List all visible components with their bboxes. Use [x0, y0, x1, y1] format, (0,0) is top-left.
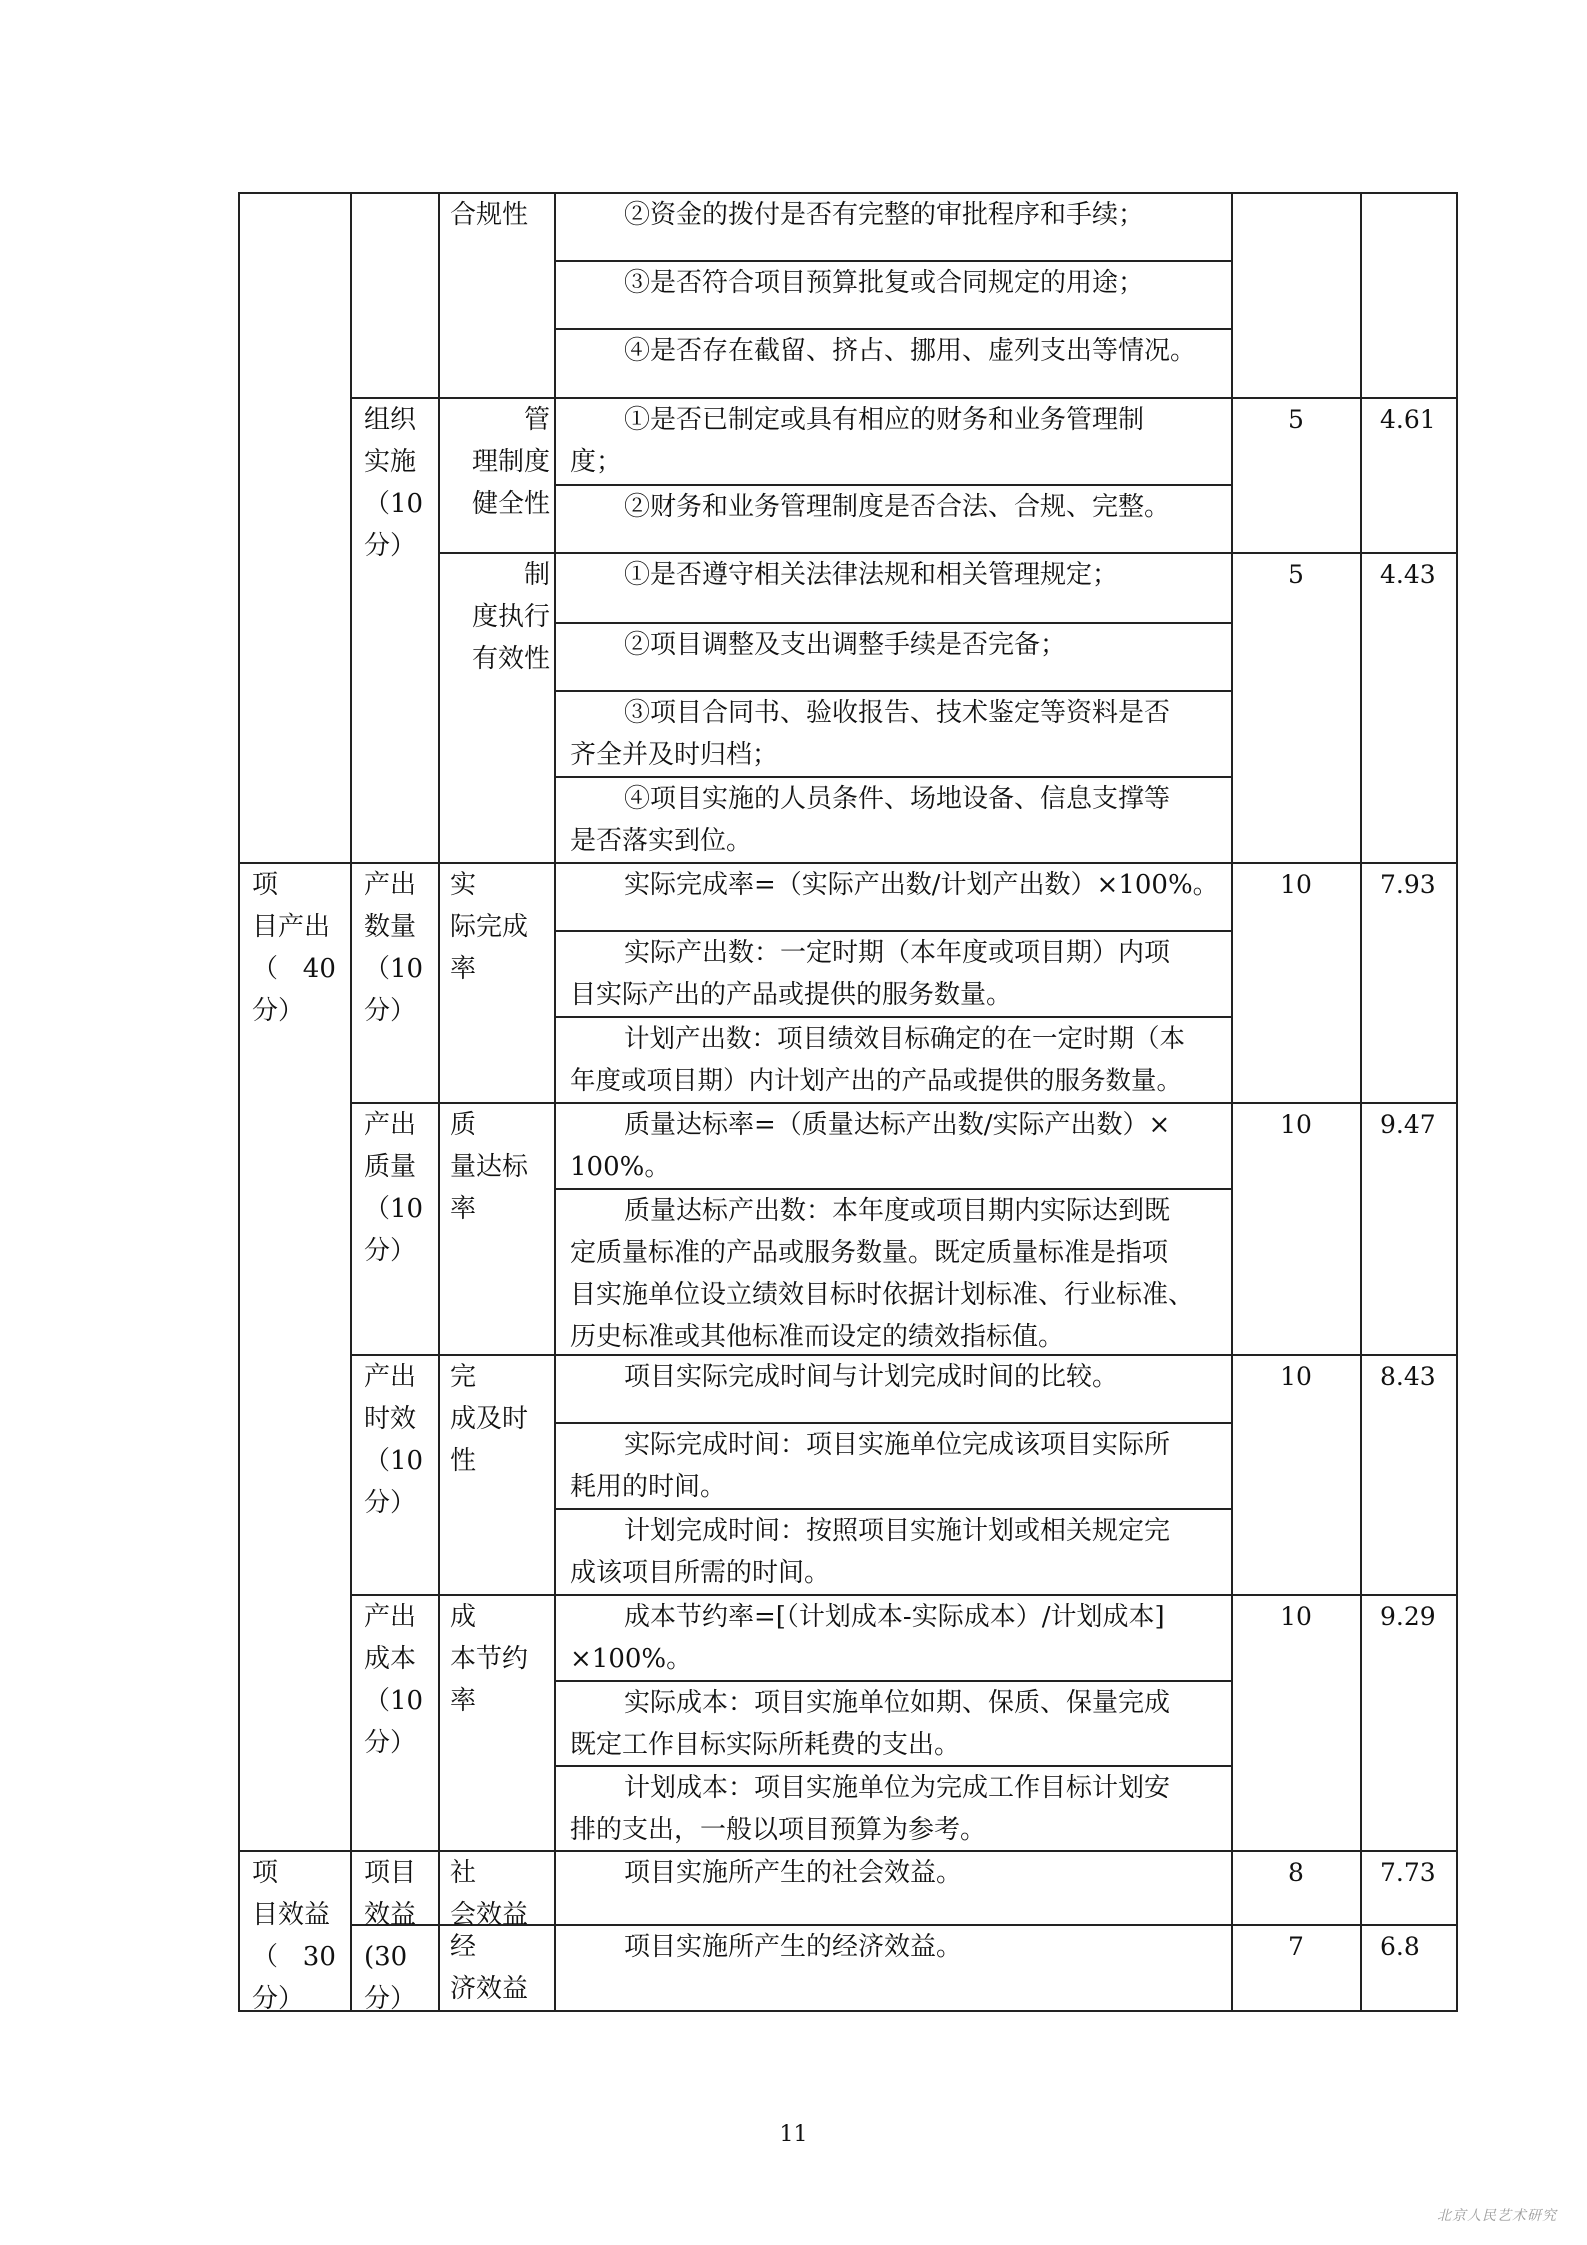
- criterion-text: 实际完成率=（实际产出数/计划产出数）×100%。: [624, 870, 1219, 900]
- criterion-text: ①是否已制定或具有相应的财务和业务管理制 度；: [570, 405, 1145, 477]
- criterion-text: 项目实施所产生的经济效益。: [624, 1932, 963, 1962]
- indicator-system-execution: 制 度执行 有效性: [471, 560, 550, 674]
- criterion-text: ④项目实施的人员条件、场地设备、信息支撑等 是否落实到位。: [570, 784, 1171, 856]
- watermark: 北京人民艺术研究: [1437, 2208, 1557, 2224]
- indicator-system-soundness: 管 理制度 健全性: [471, 405, 550, 519]
- column-divider: [1360, 192, 1362, 2012]
- criterion-text: 实际产出数：一定时期（本年度或项目期）内项 目实际产出的产品或提供的服务数量。: [570, 938, 1171, 1010]
- criterion-text: 成本节约率=[（计划成本-实际成本）/计划成本] ×100%。: [570, 1602, 1165, 1674]
- weight-value: 5: [1288, 405, 1304, 434]
- indicator-timeliness: 完 成及时 性: [450, 1362, 529, 1476]
- weight-value: 5: [1288, 560, 1304, 589]
- category-project-benefit: 项目 效益 (30 分）: [364, 1858, 417, 2014]
- score-value: 9.47: [1380, 1110, 1436, 1139]
- criterion-text: 实际成本：项目实施单位如期、保质、保量完成 既定工作目标实际所耗费的支出。: [570, 1688, 1171, 1760]
- criterion-text: 质量达标率=（质量达标产出数/实际产出数）× 100%。: [570, 1110, 1171, 1182]
- criterion-text: 计划完成时间：按照项目实施计划或相关规定完 成该项目所需的时间。: [570, 1516, 1171, 1588]
- category-output-cost: 产出 成本 （10 分）: [364, 1602, 424, 1758]
- column-divider: [350, 192, 352, 2012]
- category-output-quality: 产出 质量 （10 分）: [364, 1110, 424, 1266]
- weight-value: 10: [1280, 1362, 1312, 1391]
- category-organization: 组织 实施 （10 分）: [364, 405, 424, 561]
- criterion-text: ②财务和业务管理制度是否合法、合规、完整。: [624, 492, 1171, 522]
- criterion-text: ③项目合同书、验收报告、技术鉴定等资料是否 齐全并及时归档；: [570, 698, 1171, 770]
- criterion-text: 计划产出数：项目绩效目标确定的在一定时期（本 年度或项目期）内计划产出的产品或提供的服务数量。: [570, 1024, 1186, 1096]
- score-value: 8.43: [1380, 1362, 1436, 1391]
- criterion-text: 质量达标产出数：本年度或项目期内实际达到既 定质量标准的产品或服务数量。既定质量标准是指项 目实施单位设立绩效目标时依据计划标准、行业标准、 历史标准或其他标准而设定的绩效指标值。: [570, 1196, 1195, 1352]
- criterion-text: ①是否遵守相关法律法规和相关管理规定；: [624, 560, 1119, 590]
- indicator-cost-saving-rate: 成 本节约 率: [450, 1602, 529, 1716]
- criterion-text: ④是否存在截留、挤占、挪用、虚列支出等情况。: [624, 336, 1197, 366]
- dimension-benefit: 项 目效益 （ 30 分）: [252, 1858, 336, 2014]
- criterion-text: 实际完成时间：项目实施单位完成该项目实际所 耗用的时间。: [570, 1430, 1171, 1502]
- score-value: 4.43: [1380, 560, 1436, 589]
- indicator-compliance: 合规性: [450, 200, 529, 230]
- weight-value: 8: [1288, 1858, 1304, 1887]
- weight-value: 10: [1280, 1602, 1312, 1631]
- page-number: 11: [779, 2122, 808, 2147]
- indicator-social-benefit: 社 会效益: [450, 1858, 529, 1930]
- criterion-text: 计划成本：项目实施单位为完成工作目标计划安 排的支出，一般以项目预算为参考。: [570, 1773, 1171, 1845]
- indicator-economic-benefit: 经 济效益: [450, 1932, 529, 2004]
- indicator-completion-rate: 实 际完成 率: [450, 870, 529, 984]
- score-value: 7.73: [1380, 1858, 1436, 1887]
- table-border-left: [238, 192, 240, 2012]
- table-border-right: [1456, 192, 1458, 2012]
- criterion-text: ③是否符合项目预算批复或合同规定的用途；: [624, 268, 1145, 298]
- criterion-text: ②项目调整及支出调整手续是否完备；: [624, 630, 1067, 660]
- weight-value: 7: [1288, 1932, 1304, 1961]
- dimension-output: 项 目产出 （ 40 分）: [252, 870, 336, 1026]
- indicator-quality-rate: 质 量达标 率: [450, 1110, 529, 1224]
- score-value: 9.29: [1380, 1602, 1436, 1631]
- weight-value: 10: [1280, 1110, 1312, 1139]
- column-divider: [554, 192, 556, 2012]
- column-divider: [1231, 192, 1233, 2012]
- weight-value: 10: [1280, 870, 1312, 899]
- score-value: 7.93: [1380, 870, 1436, 899]
- criterion-text: 项目实际完成时间与计划完成时间的比较。: [624, 1362, 1119, 1392]
- score-value: 6.8: [1380, 1932, 1420, 1961]
- category-output-quantity: 产出 数量 （10 分）: [364, 870, 424, 1026]
- score-value: 4.61: [1380, 405, 1436, 434]
- criterion-text: ②资金的拨付是否有完整的审批程序和手续；: [624, 200, 1145, 230]
- criterion-text: 项目实施所产生的社会效益。: [624, 1858, 963, 1888]
- category-output-timeliness: 产出 时效 （10 分）: [364, 1362, 424, 1518]
